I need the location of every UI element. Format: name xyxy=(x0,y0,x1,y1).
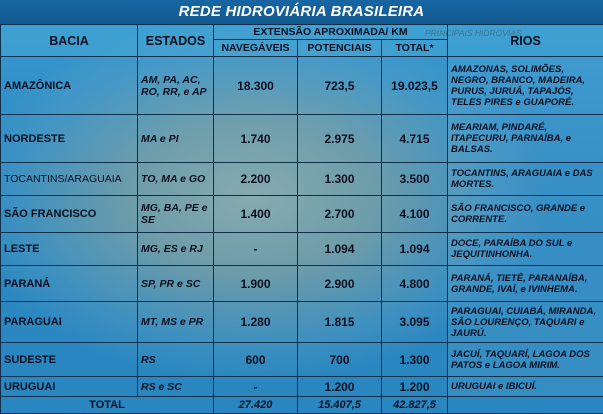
total-cell: 1.200 xyxy=(382,377,448,397)
bacia-cell: LESTE xyxy=(1,233,138,266)
total-row xyxy=(1,397,603,414)
estados-cell: SP, PR e SC xyxy=(138,266,214,302)
total-cell: 4.800 xyxy=(382,266,448,302)
potenciais-cell: 700 xyxy=(298,343,382,377)
total-cell: 19.023,5 xyxy=(382,57,448,115)
estados-cell: MG, ES e RJ xyxy=(138,233,214,266)
bacia-cell: NORDESTE xyxy=(1,115,138,163)
navegaveis-cell: - xyxy=(214,377,298,397)
potenciais-cell: 1.300 xyxy=(298,163,382,196)
rios-cell: PARANÁ, TIETÊ, PARANAÍBA, GRANDE, IVAÍ, e IVINHEMA. xyxy=(448,266,603,302)
rios-cell: DOCE, PARAÍBA DO SUL e JEQUITINHONHA. xyxy=(448,233,603,266)
navegaveis-cell: 600 xyxy=(214,343,298,377)
navegaveis-cell: 18.300 xyxy=(214,57,298,115)
bacia-cell: PARANÁ xyxy=(1,266,138,302)
estados-cell: RS e SC xyxy=(138,377,214,397)
header-navegaveis: NAVEGÁVEIS xyxy=(214,40,298,57)
potenciais-cell: 1.200 xyxy=(298,377,382,397)
navegaveis-cell: 1.280 xyxy=(214,302,298,343)
rios-cell: MEARIAM, PINDARÉ, ITAPECURU, PARNAÍBA, e BALSAS. xyxy=(448,115,603,163)
header-extensao: EXTENSÃO APROXIMADA/ KM xyxy=(214,25,448,40)
total-label: TOTAL xyxy=(1,397,214,414)
rios-cell: PARAGUAI, CUIABÁ, MIRANDA, SÃO LOURENÇO, TAQUARI e JAURÚ. xyxy=(448,302,603,343)
hidrovias-table xyxy=(0,24,603,414)
rios-cell: AMAZONAS, SOLIMÕES, NEGRO, BRANCO, MADEIRA, PURUS, JURUÁ, TAPAJÓS, TELES PIRES e GUAPORÉ. xyxy=(448,57,603,115)
estados-cell: AM, PA, AC, RO, RR, e AP xyxy=(138,57,214,115)
estados-cell: MT, MS e PR xyxy=(138,302,214,343)
total-cell: 3.500 xyxy=(382,163,448,196)
header-row xyxy=(1,25,603,40)
navegaveis-cell: 1.400 xyxy=(214,196,298,233)
bacia-cell: PARAGUAI xyxy=(1,302,138,343)
table-row xyxy=(1,302,603,343)
rios-cell: SÃO FRANCISCO, GRANDE e CORRENTE. xyxy=(448,196,603,233)
total-cell: 4.715 xyxy=(382,115,448,163)
estados-cell: RS xyxy=(138,343,214,377)
header-potenciais: POTENCIAIS xyxy=(298,40,382,57)
table-row xyxy=(1,163,603,196)
total-rios-empty xyxy=(448,397,603,414)
navegaveis-cell: 2.200 xyxy=(214,163,298,196)
total-cell: 3.095 xyxy=(382,302,448,343)
navegaveis-cell: 1.900 xyxy=(214,266,298,302)
table-row xyxy=(1,266,603,302)
bacia-cell: URUGUAI xyxy=(1,377,138,397)
total-total: 42.827,5 xyxy=(382,397,448,414)
total-cell: 1.094 xyxy=(382,233,448,266)
total-potenciais: 15.407,5 xyxy=(298,397,382,414)
bacia-cell: AMAZÔNICA xyxy=(1,57,138,115)
rios-cell: TOCANTINS, ARAGUAIA e DAS MORTES. xyxy=(448,163,603,196)
table-row xyxy=(1,233,603,266)
table-row xyxy=(1,57,603,115)
bacia-cell: SÃO FRANCISCO xyxy=(1,196,138,233)
table-row xyxy=(1,196,603,233)
header-total: TOTAL* xyxy=(382,40,448,57)
potenciais-cell: 2.975 xyxy=(298,115,382,163)
total-cell: 4.100 xyxy=(382,196,448,233)
page-title: REDE HIDROVIÁRIA BRASILEIRA xyxy=(0,0,603,24)
potenciais-cell: 1.815 xyxy=(298,302,382,343)
total-navegaveis: 27.420 xyxy=(214,397,298,414)
potenciais-cell: 723,5 xyxy=(298,57,382,115)
header-estados: ESTADOS xyxy=(138,25,214,57)
estados-cell: MG, BA, PE e SE xyxy=(138,196,214,233)
estados-cell: TO, MA e GO xyxy=(138,163,214,196)
total-cell: 1.300 xyxy=(382,343,448,377)
bacia-cell: SUDESTE xyxy=(1,343,138,377)
bacia-cell: TOCANTINS/ARAGUAIA xyxy=(1,163,138,196)
navegaveis-cell: 1.740 xyxy=(214,115,298,163)
table-row xyxy=(1,343,603,377)
background-map-label: PRINCIPAIS HIDROVIAS xyxy=(425,28,522,38)
potenciais-cell: 1.094 xyxy=(298,233,382,266)
rios-cell: JACUÍ, TAQUARÍ, LAGOA DOS PATOS e LAGOA MIRIM. xyxy=(448,343,603,377)
potenciais-cell: 2.900 xyxy=(298,266,382,302)
rios-cell: URUGUAI e IBICUÍ. xyxy=(448,377,603,397)
header-bacia: BACIA xyxy=(1,25,138,57)
header-rios: RIOS xyxy=(448,25,603,57)
table-row xyxy=(1,115,603,163)
estados-cell: MA e PI xyxy=(138,115,214,163)
potenciais-cell: 2.700 xyxy=(298,196,382,233)
navegaveis-cell: - xyxy=(214,233,298,266)
table-row xyxy=(1,377,603,397)
